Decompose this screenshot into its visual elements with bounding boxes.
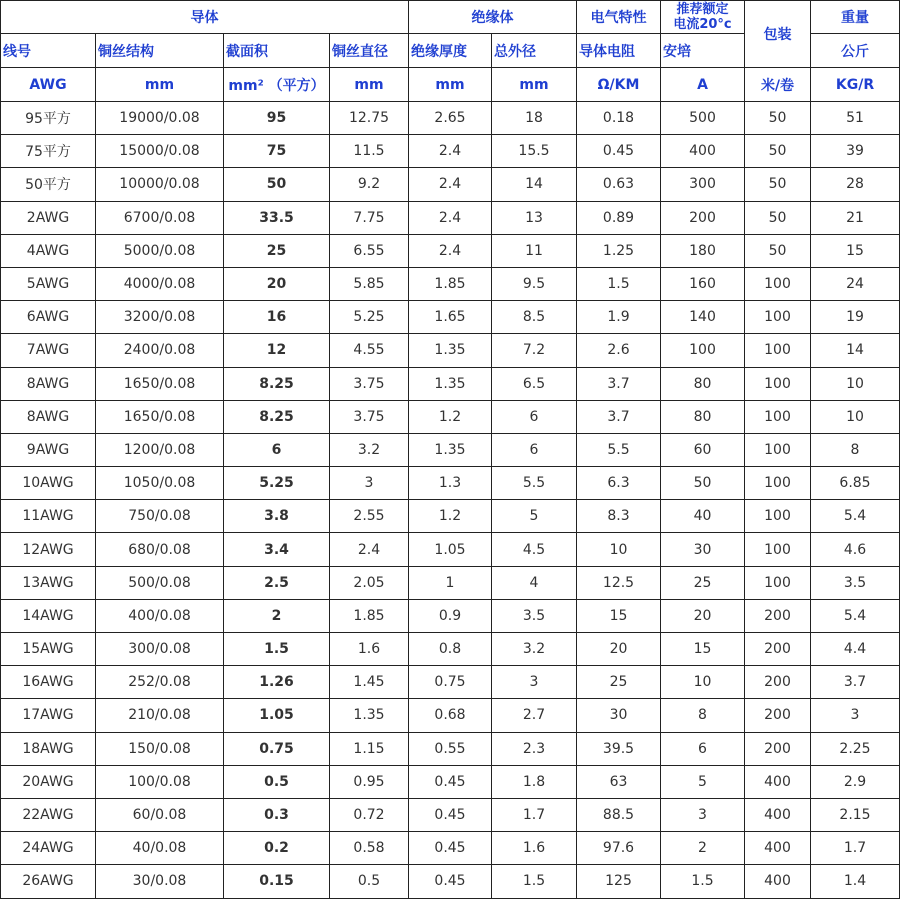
cell-insulation-thickness: 1 bbox=[409, 566, 492, 599]
cell-strand: 60/0.08 bbox=[96, 798, 224, 831]
unit-area: mm² （平方） bbox=[224, 68, 330, 102]
cell-current: 25 bbox=[661, 566, 745, 599]
rated-current-line-1: 推荐额定 bbox=[676, 2, 729, 17]
cell-outer-diameter: 1.5 bbox=[492, 865, 577, 898]
cell-gauge: 13AWG bbox=[1, 566, 96, 599]
table-row bbox=[1, 666, 900, 699]
unit-package: 米/卷 bbox=[745, 68, 811, 102]
cell-resistance: 125 bbox=[577, 865, 661, 898]
cell-gauge: 16AWG bbox=[1, 666, 96, 699]
cell-strand: 252/0.08 bbox=[96, 666, 224, 699]
cell-wire-diameter: 5.85 bbox=[330, 267, 409, 300]
cell-weight: 51 bbox=[811, 102, 900, 135]
cell-current: 80 bbox=[661, 367, 745, 400]
cell-current: 80 bbox=[661, 400, 745, 433]
cell-strand: 40/0.08 bbox=[96, 832, 224, 865]
table-row bbox=[1, 400, 900, 433]
unit-wire-diameter: mm bbox=[330, 68, 409, 102]
cell-outer-diameter: 4 bbox=[492, 566, 577, 599]
cell-resistance: 15 bbox=[577, 599, 661, 632]
cell-current: 40 bbox=[661, 500, 745, 533]
cell-gauge: 12AWG bbox=[1, 533, 96, 566]
cell-strand: 5000/0.08 bbox=[96, 234, 224, 267]
cell-resistance: 97.6 bbox=[577, 832, 661, 865]
cell-area: 16 bbox=[224, 301, 330, 334]
cell-insulation-thickness: 1.35 bbox=[409, 334, 492, 367]
cell-resistance: 5.5 bbox=[577, 433, 661, 466]
header-group-package: 包装 bbox=[745, 1, 811, 68]
unit-insulation-thickness: mm bbox=[409, 68, 492, 102]
cell-strand: 1650/0.08 bbox=[96, 367, 224, 400]
cell-area: 2.5 bbox=[224, 566, 330, 599]
cell-wire-diameter: 3.75 bbox=[330, 367, 409, 400]
cell-weight: 4.4 bbox=[811, 633, 900, 666]
table-row bbox=[1, 699, 900, 732]
cell-weight: 10 bbox=[811, 367, 900, 400]
cell-weight: 3 bbox=[811, 699, 900, 732]
header-weight-unit: 公斤 bbox=[811, 34, 900, 68]
cell-wire-diameter: 0.5 bbox=[330, 865, 409, 898]
cell-weight: 4.6 bbox=[811, 533, 900, 566]
cell-weight: 15 bbox=[811, 234, 900, 267]
cell-wire-diameter: 3.2 bbox=[330, 433, 409, 466]
cell-current: 1.5 bbox=[661, 865, 745, 898]
cell-gauge: 6AWG bbox=[1, 301, 96, 334]
cell-insulation-thickness: 2.4 bbox=[409, 168, 492, 201]
cell-gauge: 9AWG bbox=[1, 433, 96, 466]
cell-wire-diameter: 1.45 bbox=[330, 666, 409, 699]
cell-strand: 2400/0.08 bbox=[96, 334, 224, 367]
cell-package: 100 bbox=[745, 500, 811, 533]
cell-outer-diameter: 3.2 bbox=[492, 633, 577, 666]
cell-outer-diameter: 2.3 bbox=[492, 732, 577, 765]
cell-strand: 210/0.08 bbox=[96, 699, 224, 732]
cell-package: 100 bbox=[745, 334, 811, 367]
cell-package: 100 bbox=[745, 467, 811, 500]
table-row bbox=[1, 467, 900, 500]
table-row bbox=[1, 566, 900, 599]
cell-gauge: 20AWG bbox=[1, 765, 96, 798]
cell-wire-diameter: 0.72 bbox=[330, 798, 409, 831]
cell-resistance: 0.18 bbox=[577, 102, 661, 135]
cell-insulation-thickness: 0.45 bbox=[409, 798, 492, 831]
cell-gauge: 8AWG bbox=[1, 400, 96, 433]
cell-outer-diameter: 15.5 bbox=[492, 135, 577, 168]
cell-strand: 3200/0.08 bbox=[96, 301, 224, 334]
cell-weight: 21 bbox=[811, 201, 900, 234]
cell-package: 200 bbox=[745, 666, 811, 699]
cell-insulation-thickness: 1.3 bbox=[409, 467, 492, 500]
cell-gauge: 14AWG bbox=[1, 599, 96, 632]
table-row bbox=[1, 732, 900, 765]
unit-resistance: Ω/KM bbox=[577, 68, 661, 102]
cell-current: 300 bbox=[661, 168, 745, 201]
cell-strand: 1050/0.08 bbox=[96, 467, 224, 500]
cell-strand: 6700/0.08 bbox=[96, 201, 224, 234]
cell-package: 400 bbox=[745, 865, 811, 898]
cell-strand: 100/0.08 bbox=[96, 765, 224, 798]
cell-outer-diameter: 6 bbox=[492, 433, 577, 466]
cell-current: 2 bbox=[661, 832, 745, 865]
table-row bbox=[1, 135, 900, 168]
cell-area: 20 bbox=[224, 267, 330, 300]
cell-insulation-thickness: 0.75 bbox=[409, 666, 492, 699]
cell-strand: 150/0.08 bbox=[96, 732, 224, 765]
cell-resistance: 30 bbox=[577, 699, 661, 732]
cell-resistance: 0.45 bbox=[577, 135, 661, 168]
cell-insulation-thickness: 1.35 bbox=[409, 367, 492, 400]
table-body bbox=[1, 1, 900, 899]
cell-area: 8.25 bbox=[224, 400, 330, 433]
cell-area: 5.25 bbox=[224, 467, 330, 500]
cell-gauge: 50平方 bbox=[1, 168, 96, 201]
cell-package: 200 bbox=[745, 633, 811, 666]
header-area: 截面积 bbox=[224, 34, 330, 68]
cell-gauge: 5AWG bbox=[1, 267, 96, 300]
cell-insulation-thickness: 1.2 bbox=[409, 500, 492, 533]
cell-outer-diameter: 13 bbox=[492, 201, 577, 234]
cell-outer-diameter: 5.5 bbox=[492, 467, 577, 500]
header-group-insulation: 绝缘体 bbox=[409, 1, 577, 34]
cell-area: 50 bbox=[224, 168, 330, 201]
cell-weight: 2.15 bbox=[811, 798, 900, 831]
cell-wire-diameter: 5.25 bbox=[330, 301, 409, 334]
cell-outer-diameter: 8.5 bbox=[492, 301, 577, 334]
cell-current: 30 bbox=[661, 533, 745, 566]
cell-package: 50 bbox=[745, 168, 811, 201]
cell-wire-diameter: 4.55 bbox=[330, 334, 409, 367]
cell-package: 400 bbox=[745, 765, 811, 798]
cell-gauge: 4AWG bbox=[1, 234, 96, 267]
cell-wire-diameter: 9.2 bbox=[330, 168, 409, 201]
cell-insulation-thickness: 1.05 bbox=[409, 533, 492, 566]
cell-current: 60 bbox=[661, 433, 745, 466]
cell-outer-diameter: 4.5 bbox=[492, 533, 577, 566]
cell-outer-diameter: 7.2 bbox=[492, 334, 577, 367]
cell-package: 100 bbox=[745, 566, 811, 599]
cell-wire-diameter: 7.75 bbox=[330, 201, 409, 234]
cell-gauge: 15AWG bbox=[1, 633, 96, 666]
cell-strand: 30/0.08 bbox=[96, 865, 224, 898]
cell-resistance: 3.7 bbox=[577, 400, 661, 433]
cell-resistance: 63 bbox=[577, 765, 661, 798]
cell-outer-diameter: 18 bbox=[492, 102, 577, 135]
cell-current: 160 bbox=[661, 267, 745, 300]
cell-gauge: 10AWG bbox=[1, 467, 96, 500]
header-group-electrical: 电气特性 bbox=[577, 1, 661, 34]
cell-resistance: 8.3 bbox=[577, 500, 661, 533]
cell-outer-diameter: 1.7 bbox=[492, 798, 577, 831]
cell-gauge: 26AWG bbox=[1, 865, 96, 898]
header-outer-diameter: 总外径 bbox=[492, 34, 577, 68]
cell-resistance: 0.63 bbox=[577, 168, 661, 201]
table-row bbox=[1, 500, 900, 533]
cell-resistance: 2.6 bbox=[577, 334, 661, 367]
cell-current: 8 bbox=[661, 699, 745, 732]
cell-weight: 6.85 bbox=[811, 467, 900, 500]
cell-outer-diameter: 5 bbox=[492, 500, 577, 533]
cell-weight: 28 bbox=[811, 168, 900, 201]
cell-gauge: 24AWG bbox=[1, 832, 96, 865]
header-strand: 铜丝结构 bbox=[96, 34, 224, 68]
cell-strand: 4000/0.08 bbox=[96, 267, 224, 300]
cell-wire-diameter: 3.75 bbox=[330, 400, 409, 433]
cell-wire-diameter: 0.58 bbox=[330, 832, 409, 865]
cell-package: 50 bbox=[745, 234, 811, 267]
cell-wire-diameter: 1.85 bbox=[330, 599, 409, 632]
cell-insulation-thickness: 1.85 bbox=[409, 267, 492, 300]
cell-gauge: 95平方 bbox=[1, 102, 96, 135]
cell-current: 6 bbox=[661, 732, 745, 765]
cell-area: 0.15 bbox=[224, 865, 330, 898]
cell-gauge: 11AWG bbox=[1, 500, 96, 533]
cell-weight: 39 bbox=[811, 135, 900, 168]
cell-resistance: 88.5 bbox=[577, 798, 661, 831]
cell-wire-diameter: 1.6 bbox=[330, 633, 409, 666]
unit-outer-diameter: mm bbox=[492, 68, 577, 102]
table-row bbox=[1, 168, 900, 201]
cell-wire-diameter: 1.15 bbox=[330, 732, 409, 765]
cell-insulation-thickness: 0.45 bbox=[409, 765, 492, 798]
cell-weight: 5.4 bbox=[811, 599, 900, 632]
header-gauge: 线号 bbox=[1, 34, 96, 68]
table-row bbox=[1, 201, 900, 234]
header-group-weight: 重量 bbox=[811, 1, 900, 34]
cell-package: 200 bbox=[745, 732, 811, 765]
cell-area: 0.75 bbox=[224, 732, 330, 765]
cell-strand: 15000/0.08 bbox=[96, 135, 224, 168]
cell-weight: 1.4 bbox=[811, 865, 900, 898]
cell-resistance: 3.7 bbox=[577, 367, 661, 400]
cell-wire-diameter: 2.55 bbox=[330, 500, 409, 533]
cell-current: 50 bbox=[661, 467, 745, 500]
table-row bbox=[1, 433, 900, 466]
cell-weight: 14 bbox=[811, 334, 900, 367]
table-row bbox=[1, 798, 900, 831]
cell-area: 95 bbox=[224, 102, 330, 135]
table-row bbox=[1, 633, 900, 666]
cell-package: 50 bbox=[745, 102, 811, 135]
cell-strand: 680/0.08 bbox=[96, 533, 224, 566]
cell-weight: 2.9 bbox=[811, 765, 900, 798]
cell-strand: 1200/0.08 bbox=[96, 433, 224, 466]
cell-outer-diameter: 3.5 bbox=[492, 599, 577, 632]
cell-area: 1.26 bbox=[224, 666, 330, 699]
cell-insulation-thickness: 1.2 bbox=[409, 400, 492, 433]
cell-outer-diameter: 2.7 bbox=[492, 699, 577, 732]
cell-package: 100 bbox=[745, 433, 811, 466]
cell-resistance: 20 bbox=[577, 633, 661, 666]
cell-area: 8.25 bbox=[224, 367, 330, 400]
cell-strand: 300/0.08 bbox=[96, 633, 224, 666]
cell-weight: 19 bbox=[811, 301, 900, 334]
cell-resistance: 10 bbox=[577, 533, 661, 566]
cell-resistance: 1.25 bbox=[577, 234, 661, 267]
cell-package: 400 bbox=[745, 798, 811, 831]
cell-resistance: 1.9 bbox=[577, 301, 661, 334]
cell-weight: 24 bbox=[811, 267, 900, 300]
unit-current: A bbox=[661, 68, 745, 102]
cell-area: 25 bbox=[224, 234, 330, 267]
unit-gauge: AWG bbox=[1, 68, 96, 102]
table-row bbox=[1, 832, 900, 865]
cell-gauge: 17AWG bbox=[1, 699, 96, 732]
cell-outer-diameter: 1.6 bbox=[492, 832, 577, 865]
cell-gauge: 7AWG bbox=[1, 334, 96, 367]
cell-insulation-thickness: 0.55 bbox=[409, 732, 492, 765]
cell-outer-diameter: 1.8 bbox=[492, 765, 577, 798]
cell-package: 100 bbox=[745, 533, 811, 566]
cell-area: 0.3 bbox=[224, 798, 330, 831]
cell-insulation-thickness: 2.65 bbox=[409, 102, 492, 135]
table-row bbox=[1, 533, 900, 566]
cell-outer-diameter: 6.5 bbox=[492, 367, 577, 400]
cell-resistance: 1.5 bbox=[577, 267, 661, 300]
cell-strand: 750/0.08 bbox=[96, 500, 224, 533]
cell-weight: 5.4 bbox=[811, 500, 900, 533]
cell-current: 140 bbox=[661, 301, 745, 334]
header-wire-diameter: 铜丝直径 bbox=[330, 34, 409, 68]
table-row bbox=[1, 765, 900, 798]
cell-package: 50 bbox=[745, 135, 811, 168]
cell-weight: 2.25 bbox=[811, 732, 900, 765]
header-group-conductor: 导体 bbox=[1, 1, 409, 34]
cell-insulation-thickness: 0.9 bbox=[409, 599, 492, 632]
rated-current-line-2: 电流20°c bbox=[673, 17, 732, 32]
header-group-rated-current bbox=[661, 1, 745, 34]
cell-current: 200 bbox=[661, 201, 745, 234]
cell-current: 100 bbox=[661, 334, 745, 367]
cell-weight: 1.7 bbox=[811, 832, 900, 865]
cell-outer-diameter: 9.5 bbox=[492, 267, 577, 300]
cell-insulation-thickness: 2.4 bbox=[409, 201, 492, 234]
cell-resistance: 39.5 bbox=[577, 732, 661, 765]
cell-outer-diameter: 6 bbox=[492, 400, 577, 433]
cell-package: 100 bbox=[745, 267, 811, 300]
cell-outer-diameter: 3 bbox=[492, 666, 577, 699]
cell-insulation-thickness: 0.45 bbox=[409, 832, 492, 865]
cell-package: 200 bbox=[745, 699, 811, 732]
cell-area: 33.5 bbox=[224, 201, 330, 234]
cell-package: 100 bbox=[745, 400, 811, 433]
header-row-groups bbox=[1, 1, 900, 34]
table-row bbox=[1, 234, 900, 267]
cell-strand: 19000/0.08 bbox=[96, 102, 224, 135]
cell-insulation-thickness: 2.4 bbox=[409, 234, 492, 267]
cell-gauge: 18AWG bbox=[1, 732, 96, 765]
cell-wire-diameter: 12.75 bbox=[330, 102, 409, 135]
cell-current: 10 bbox=[661, 666, 745, 699]
cell-area: 3.8 bbox=[224, 500, 330, 533]
cell-gauge: 2AWG bbox=[1, 201, 96, 234]
cell-weight: 3.5 bbox=[811, 566, 900, 599]
cell-wire-diameter: 2.05 bbox=[330, 566, 409, 599]
cell-weight: 3.7 bbox=[811, 666, 900, 699]
cell-wire-diameter: 1.35 bbox=[330, 699, 409, 732]
cell-strand: 10000/0.08 bbox=[96, 168, 224, 201]
cell-insulation-thickness: 1.65 bbox=[409, 301, 492, 334]
cell-package: 100 bbox=[745, 301, 811, 334]
cell-gauge: 75平方 bbox=[1, 135, 96, 168]
cell-current: 20 bbox=[661, 599, 745, 632]
cell-current: 180 bbox=[661, 234, 745, 267]
cell-insulation-thickness: 0.68 bbox=[409, 699, 492, 732]
cell-area: 12 bbox=[224, 334, 330, 367]
table-row bbox=[1, 102, 900, 135]
cell-current: 400 bbox=[661, 135, 745, 168]
cell-current: 3 bbox=[661, 798, 745, 831]
cell-outer-diameter: 11 bbox=[492, 234, 577, 267]
header-row-units bbox=[1, 68, 900, 102]
cell-weight: 8 bbox=[811, 433, 900, 466]
cell-insulation-thickness: 1.35 bbox=[409, 433, 492, 466]
table-row bbox=[1, 301, 900, 334]
cell-resistance: 6.3 bbox=[577, 467, 661, 500]
cell-resistance: 0.89 bbox=[577, 201, 661, 234]
table-row bbox=[1, 267, 900, 300]
cell-area: 2 bbox=[224, 599, 330, 632]
table-row bbox=[1, 334, 900, 367]
cell-area: 75 bbox=[224, 135, 330, 168]
cell-insulation-thickness: 0.45 bbox=[409, 865, 492, 898]
cell-wire-diameter: 2.4 bbox=[330, 533, 409, 566]
cell-current: 5 bbox=[661, 765, 745, 798]
cell-current: 500 bbox=[661, 102, 745, 135]
cell-area: 1.05 bbox=[224, 699, 330, 732]
cell-insulation-thickness: 0.8 bbox=[409, 633, 492, 666]
unit-weight: KG/R bbox=[811, 68, 900, 102]
cell-area: 0.2 bbox=[224, 832, 330, 865]
cell-strand: 1650/0.08 bbox=[96, 400, 224, 433]
cell-area: 1.5 bbox=[224, 633, 330, 666]
cell-wire-diameter: 11.5 bbox=[330, 135, 409, 168]
cell-resistance: 12.5 bbox=[577, 566, 661, 599]
cell-weight: 10 bbox=[811, 400, 900, 433]
table-row bbox=[1, 599, 900, 632]
header-insulation-thickness: 绝缘厚度 bbox=[409, 34, 492, 68]
cell-gauge: 8AWG bbox=[1, 367, 96, 400]
table-row bbox=[1, 367, 900, 400]
cell-current: 15 bbox=[661, 633, 745, 666]
cell-insulation-thickness: 2.4 bbox=[409, 135, 492, 168]
cell-resistance: 25 bbox=[577, 666, 661, 699]
cell-area: 3.4 bbox=[224, 533, 330, 566]
cell-wire-diameter: 0.95 bbox=[330, 765, 409, 798]
cell-package: 400 bbox=[745, 832, 811, 865]
unit-strand: mm bbox=[96, 68, 224, 102]
header-resistance: 导体电阻 bbox=[577, 34, 661, 68]
cell-wire-diameter: 3 bbox=[330, 467, 409, 500]
cell-package: 50 bbox=[745, 201, 811, 234]
cell-package: 200 bbox=[745, 599, 811, 632]
cell-wire-diameter: 6.55 bbox=[330, 234, 409, 267]
cell-area: 0.5 bbox=[224, 765, 330, 798]
header-current: 安培 bbox=[661, 34, 745, 68]
cell-outer-diameter: 14 bbox=[492, 168, 577, 201]
cell-gauge: 22AWG bbox=[1, 798, 96, 831]
cell-package: 100 bbox=[745, 367, 811, 400]
table-row bbox=[1, 865, 900, 898]
cell-strand: 500/0.08 bbox=[96, 566, 224, 599]
cell-area: 6 bbox=[224, 433, 330, 466]
cell-strand: 400/0.08 bbox=[96, 599, 224, 632]
